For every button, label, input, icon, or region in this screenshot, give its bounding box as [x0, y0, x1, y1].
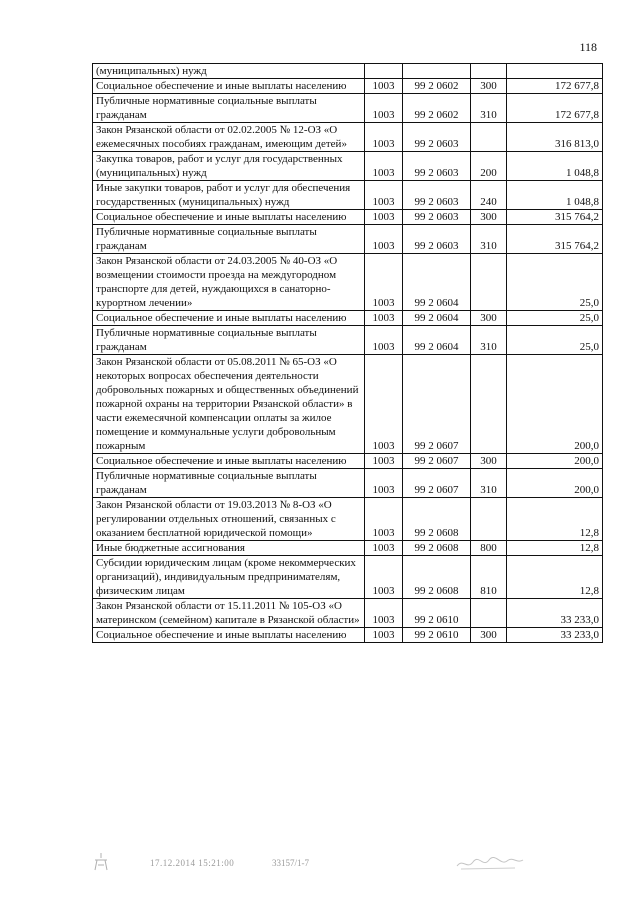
cell-expense-type: 310 — [471, 469, 507, 498]
table-row — [93, 79, 603, 94]
cell-section-code: 1003 — [365, 94, 403, 123]
cell-section-code: 1003 — [365, 225, 403, 254]
table-row — [93, 64, 603, 79]
cell-amount: 12,8 — [507, 498, 603, 541]
cell-expense-type: 200 — [471, 152, 507, 181]
page-number: 118 — [579, 40, 597, 54]
cell-amount: 33 233,0 — [507, 628, 603, 643]
table-row — [93, 225, 603, 254]
cell-name: Закон Рязанской области от 05.08.2011 № 65-ОЗ «О некоторых вопросах обеспечения деятельности добровольных пожарных и общественных объединений пожарной охраны на территории Рязанской области» в части ежемесячной компенсации оплаты за жилое помещение и коммунальные услуги добровольным пожарным — [93, 355, 365, 454]
cell-name: (муниципальных) нужд — [93, 64, 365, 79]
cell-expense-type: 300 — [471, 628, 507, 643]
cell-name: Публичные нормативные социальные выплаты гражданам — [93, 94, 365, 123]
cell-amount: 315 764,2 — [507, 225, 603, 254]
cell-name: Закупка товаров, работ и услуг для государственных (муниципальных) нужд — [93, 152, 365, 181]
table-row — [93, 355, 603, 454]
cell-target-article: 99 2 0604 — [403, 311, 471, 326]
table-row — [93, 599, 603, 628]
cell-section-code: 1003 — [365, 541, 403, 556]
cell-name: Закон Рязанской области от 24.03.2005 № 40-ОЗ «О возмещении стоимости проезда на междугородном транспорте для детей, нуждающихся в санаторно-курортном лечении» — [93, 254, 365, 311]
cell-target-article: 99 2 0602 — [403, 79, 471, 94]
cell-section-code: 1003 — [365, 181, 403, 210]
table-row — [93, 210, 603, 225]
table-row — [93, 326, 603, 355]
stamp-icon — [92, 852, 110, 872]
table-row — [93, 152, 603, 181]
cell-name: Субсидии юридическим лицам (кроме некоммерческих организаций), индивидуальным предпринимателям, физическим лицам — [93, 556, 365, 599]
cell-expense-type: 310 — [471, 326, 507, 355]
cell-expense-type: 240 — [471, 181, 507, 210]
cell-name: Социальное обеспечение и иные выплаты населению — [93, 210, 365, 225]
cell-section-code: 1003 — [365, 628, 403, 643]
table-row — [93, 541, 603, 556]
cell-name: Социальное обеспечение и иные выплаты населению — [93, 628, 365, 643]
cell-target-article: 99 2 0608 — [403, 556, 471, 599]
cell-amount: 33 233,0 — [507, 599, 603, 628]
cell-section-code: 1003 — [365, 556, 403, 599]
cell-target-article: 99 2 0603 — [403, 152, 471, 181]
cell-expense-type — [471, 355, 507, 454]
footer-doc-code: 33157/1-7 — [272, 858, 309, 868]
cell-name: Закон Рязанской области от 02.02.2005 № 12-ОЗ «О ежемесячных пособиях гражданам, имеющим детей» — [93, 123, 365, 152]
footer-timestamp: 17.12.2014 15:21:00 — [150, 858, 235, 868]
table-row — [93, 94, 603, 123]
cell-amount: 12,8 — [507, 556, 603, 599]
cell-target-article: 99 2 0607 — [403, 454, 471, 469]
cell-target-article: 99 2 0604 — [403, 326, 471, 355]
budget-table — [92, 63, 603, 643]
table-row — [93, 628, 603, 643]
cell-amount: 1 048,8 — [507, 181, 603, 210]
cell-expense-type: 300 — [471, 454, 507, 469]
budget-table-body — [93, 64, 603, 643]
signature-mark — [455, 854, 525, 872]
cell-amount: 12,8 — [507, 541, 603, 556]
table-row — [93, 498, 603, 541]
cell-target-article: 99 2 0608 — [403, 498, 471, 541]
cell-section-code: 1003 — [365, 79, 403, 94]
cell-target-article: 99 2 0603 — [403, 210, 471, 225]
table-row — [93, 181, 603, 210]
table-row — [93, 311, 603, 326]
cell-expense-type — [471, 123, 507, 152]
table-row — [93, 556, 603, 599]
cell-section-code: 1003 — [365, 311, 403, 326]
footer — [0, 852, 640, 882]
cell-target-article: 99 2 0602 — [403, 94, 471, 123]
cell-amount: 25,0 — [507, 326, 603, 355]
cell-name: Закон Рязанской области от 19.03.2013 № 8-ОЗ «О регулировании отдельных отношений, связанных с оказанием бесплатной юридической помощи» — [93, 498, 365, 541]
cell-amount: 200,0 — [507, 454, 603, 469]
cell-target-article: 99 2 0610 — [403, 599, 471, 628]
cell-expense-type — [471, 254, 507, 311]
cell-expense-type: 310 — [471, 225, 507, 254]
cell-section-code: 1003 — [365, 454, 403, 469]
cell-target-article: 99 2 0603 — [403, 123, 471, 152]
cell-amount: 172 677,8 — [507, 79, 603, 94]
cell-section-code — [365, 64, 403, 79]
cell-section-code: 1003 — [365, 326, 403, 355]
cell-name: Публичные нормативные социальные выплаты гражданам — [93, 469, 365, 498]
cell-target-article: 99 2 0607 — [403, 469, 471, 498]
cell-section-code: 1003 — [365, 210, 403, 225]
cell-amount: 1 048,8 — [507, 152, 603, 181]
cell-section-code: 1003 — [365, 254, 403, 311]
cell-expense-type — [471, 599, 507, 628]
cell-name: Закон Рязанской области от 15.11.2011 № 105-ОЗ «О материнском (семейном) капитале в Рязанской области» — [93, 599, 365, 628]
cell-name: Публичные нормативные социальные выплаты гражданам — [93, 225, 365, 254]
cell-section-code: 1003 — [365, 123, 403, 152]
cell-target-article: 99 2 0603 — [403, 181, 471, 210]
table-row — [93, 123, 603, 152]
table-row — [93, 254, 603, 311]
table-row — [93, 454, 603, 469]
cell-expense-type — [471, 64, 507, 79]
cell-section-code: 1003 — [365, 469, 403, 498]
cell-section-code: 1003 — [365, 498, 403, 541]
cell-name: Социальное обеспечение и иные выплаты населению — [93, 311, 365, 326]
cell-target-article: 99 2 0608 — [403, 541, 471, 556]
cell-target-article: 99 2 0607 — [403, 355, 471, 454]
cell-expense-type: 300 — [471, 311, 507, 326]
cell-target-article: 99 2 0610 — [403, 628, 471, 643]
cell-amount: 25,0 — [507, 311, 603, 326]
cell-name: Социальное обеспечение и иные выплаты населению — [93, 79, 365, 94]
cell-name: Иные закупки товаров, работ и услуг для обеспечения государственных (муниципальных) нужд — [93, 181, 365, 210]
cell-expense-type: 310 — [471, 94, 507, 123]
cell-amount — [507, 64, 603, 79]
cell-expense-type: 300 — [471, 79, 507, 94]
cell-target-article: 99 2 0603 — [403, 225, 471, 254]
cell-target-article: 99 2 0604 — [403, 254, 471, 311]
cell-expense-type: 300 — [471, 210, 507, 225]
cell-amount: 315 764,2 — [507, 210, 603, 225]
cell-expense-type — [471, 498, 507, 541]
cell-amount: 316 813,0 — [507, 123, 603, 152]
cell-amount: 200,0 — [507, 469, 603, 498]
cell-section-code: 1003 — [365, 152, 403, 181]
cell-name: Публичные нормативные социальные выплаты гражданам — [93, 326, 365, 355]
cell-expense-type: 810 — [471, 556, 507, 599]
cell-amount: 200,0 — [507, 355, 603, 454]
cell-amount: 25,0 — [507, 254, 603, 311]
cell-target-article — [403, 64, 471, 79]
cell-amount: 172 677,8 — [507, 94, 603, 123]
table-row — [93, 469, 603, 498]
cell-name: Иные бюджетные ассигнования — [93, 541, 365, 556]
cell-expense-type: 800 — [471, 541, 507, 556]
cell-section-code: 1003 — [365, 355, 403, 454]
cell-name: Социальное обеспечение и иные выплаты населению — [93, 454, 365, 469]
cell-section-code: 1003 — [365, 599, 403, 628]
